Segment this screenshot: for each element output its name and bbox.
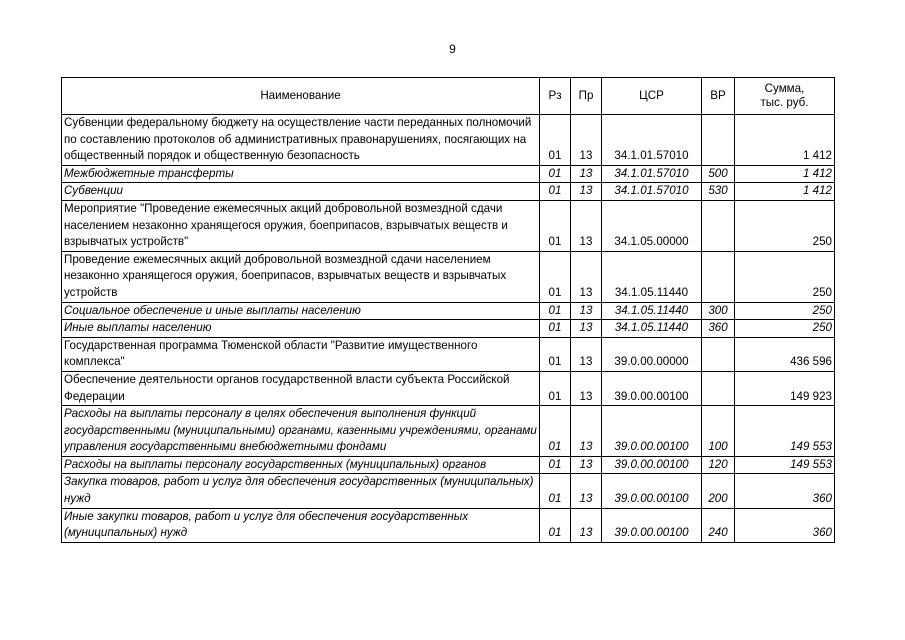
row-csr: 39.0.00.00100 xyxy=(602,508,702,542)
row-sum: 360 xyxy=(735,508,835,542)
table-row xyxy=(62,200,835,251)
row-name: Проведение ежемесячных акций добровольной возмездной сдачи населением незаконно хранящегося оружия, боеприпасов, взрывчатых веществ и взрывчатых устройств xyxy=(62,251,540,302)
row-vr xyxy=(702,251,735,302)
row-sum: 1 412 xyxy=(735,183,835,201)
row-name: Субвенции xyxy=(62,183,540,201)
row-vr: 200 xyxy=(702,474,735,508)
row-csr: 39.0.00.00100 xyxy=(602,406,702,457)
row-sum: 250 xyxy=(735,302,835,320)
row-rz: 01 xyxy=(540,406,571,457)
row-sum: 1 412 xyxy=(735,165,835,183)
row-pr: 13 xyxy=(571,183,602,201)
row-rz: 01 xyxy=(540,508,571,542)
row-sum: 250 xyxy=(735,251,835,302)
row-csr: 39.0.00.00000 xyxy=(602,337,702,371)
row-rz: 01 xyxy=(540,320,571,338)
row-name: Обеспечение деятельности органов государственной власти субъекта Российской Федерации xyxy=(62,371,540,405)
row-rz: 01 xyxy=(540,251,571,302)
row-pr: 13 xyxy=(571,115,602,166)
row-name: Иные выплаты населению xyxy=(62,320,540,338)
row-csr: 39.0.00.00100 xyxy=(602,474,702,508)
table-header-row xyxy=(62,78,835,115)
table-row xyxy=(62,456,835,474)
table-row xyxy=(62,406,835,457)
row-csr: 39.0.00.00100 xyxy=(602,371,702,405)
row-vr: 360 xyxy=(702,320,735,338)
row-vr: 100 xyxy=(702,406,735,457)
row-name: Расходы на выплаты персоналу государственных (муниципальных) органов xyxy=(62,456,540,474)
row-rz: 01 xyxy=(540,183,571,201)
row-pr: 13 xyxy=(571,200,602,251)
header-sum-line1: Сумма, xyxy=(764,82,805,95)
table-row xyxy=(62,302,835,320)
row-csr: 34.1.01.57010 xyxy=(602,165,702,183)
header-pr: Пр xyxy=(571,78,602,115)
header-vr: ВР xyxy=(702,78,735,115)
row-pr: 13 xyxy=(571,320,602,338)
row-pr: 13 xyxy=(571,251,602,302)
row-rz: 01 xyxy=(540,115,571,166)
row-csr: 34.1.05.11440 xyxy=(602,302,702,320)
header-sum-line2: тыс. руб. xyxy=(760,96,809,109)
row-rz: 01 xyxy=(540,474,571,508)
table-row xyxy=(62,337,835,371)
row-rz: 01 xyxy=(540,302,571,320)
table-row xyxy=(62,371,835,405)
row-name: Расходы на выплаты персоналу в целях обеспечения выполнения функций государственными (муниципальными) органами, казенными учреждениями, органами управления государственными внебюджетными фондами xyxy=(62,406,540,457)
row-name: Иные закупки товаров, работ и услуг для обеспечения государственных (муниципальных) нужд xyxy=(62,508,540,542)
table-row xyxy=(62,474,835,508)
row-pr: 13 xyxy=(571,302,602,320)
row-pr: 13 xyxy=(571,165,602,183)
row-name: Межбюджетные трансферты xyxy=(62,165,540,183)
row-sum: 250 xyxy=(735,200,835,251)
row-csr: 34.1.01.57010 xyxy=(602,115,702,166)
table-row xyxy=(62,165,835,183)
row-vr: 120 xyxy=(702,456,735,474)
row-pr: 13 xyxy=(571,371,602,405)
row-sum: 149 553 xyxy=(735,406,835,457)
header-name: Наименование xyxy=(62,78,540,115)
header-rz: Рз xyxy=(540,78,571,115)
row-rz: 01 xyxy=(540,200,571,251)
row-vr: 240 xyxy=(702,508,735,542)
row-pr: 13 xyxy=(571,337,602,371)
row-vr xyxy=(702,371,735,405)
row-name: Закупка товаров, работ и услуг для обеспечения государственных (муниципальных) нужд xyxy=(62,474,540,508)
table-row xyxy=(62,115,835,166)
table-row xyxy=(62,183,835,201)
row-vr: 500 xyxy=(702,165,735,183)
row-vr: 300 xyxy=(702,302,735,320)
row-pr: 13 xyxy=(571,456,602,474)
row-pr: 13 xyxy=(571,406,602,457)
row-vr xyxy=(702,200,735,251)
row-rz: 01 xyxy=(540,337,571,371)
row-name: Мероприятие "Проведение ежемесячных акций добровольной возмездной сдачи населением незаконно хранящегося оружия, боеприпасов, взрывчатых веществ и взрывчатых устройств" xyxy=(62,200,540,251)
row-rz: 01 xyxy=(540,165,571,183)
row-pr: 13 xyxy=(571,508,602,542)
header-csr: ЦСР xyxy=(602,78,702,115)
row-sum: 250 xyxy=(735,320,835,338)
row-rz: 01 xyxy=(540,456,571,474)
row-vr: 530 xyxy=(702,183,735,201)
page-number: 9 xyxy=(449,42,456,56)
row-csr: 34.1.05.11440 xyxy=(602,251,702,302)
row-csr: 34.1.05.11440 xyxy=(602,320,702,338)
row-name: Социальное обеспечение и иные выплаты населению xyxy=(62,302,540,320)
row-sum: 149 553 xyxy=(735,456,835,474)
row-csr: 34.1.01.57010 xyxy=(602,183,702,201)
table-row xyxy=(62,508,835,542)
row-sum: 436 596 xyxy=(735,337,835,371)
row-csr: 34.1.05.00000 xyxy=(602,200,702,251)
row-vr xyxy=(702,115,735,166)
row-sum: 149 923 xyxy=(735,371,835,405)
row-vr xyxy=(702,337,735,371)
row-csr: 39.0.00.00100 xyxy=(602,456,702,474)
table-row xyxy=(62,251,835,302)
header-sum xyxy=(735,78,835,115)
row-name: Субвенции федеральному бюджету на осуществление части переданных полномочий по составлению протоколов об административных правонарушениях, посягающих на общественный порядок и общественную безопасность xyxy=(62,115,540,166)
table-row xyxy=(62,320,835,338)
row-pr: 13 xyxy=(571,474,602,508)
row-rz: 01 xyxy=(540,371,571,405)
row-name: Государственная программа Тюменской области "Развитие имущественного комплекса" xyxy=(62,337,540,371)
row-sum: 360 xyxy=(735,474,835,508)
budget-table xyxy=(61,77,835,543)
row-sum: 1 412 xyxy=(735,115,835,166)
